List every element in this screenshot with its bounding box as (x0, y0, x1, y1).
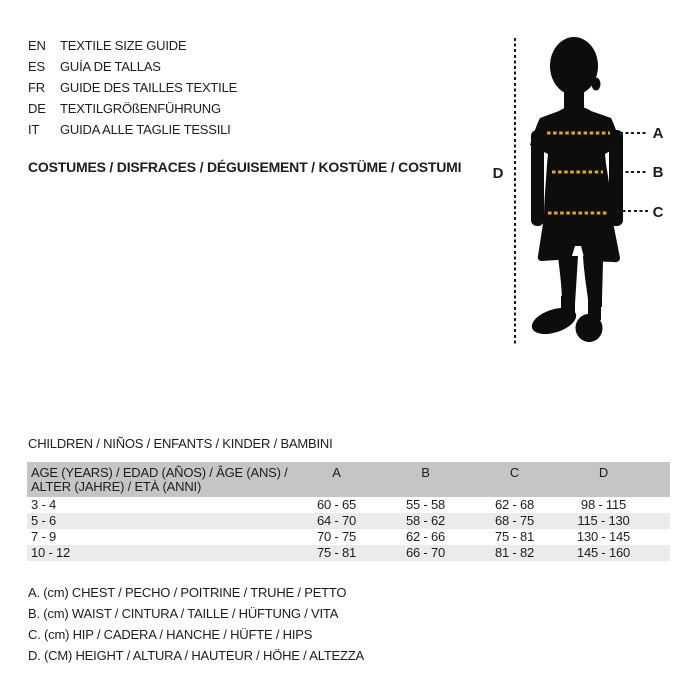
waist-cell: 62 - 66 (405, 529, 446, 544)
height-measure-label: D (492, 165, 504, 182)
column-header-d: D (598, 465, 609, 480)
age-cell: 5 - 6 (31, 513, 57, 528)
head-shape (550, 37, 598, 95)
waist-cell: 66 - 70 (405, 545, 446, 560)
legend-line-waist: B. (cm) WAIST / CINTURA / TAILLE / HÜFTUNG / VITA (28, 606, 339, 621)
column-header-a: A (332, 465, 341, 480)
height-cell: 130 - 145 (576, 529, 631, 544)
ear-shape (592, 78, 601, 91)
language-title: TEXTILGRÖßENFÜHRUNG (60, 101, 221, 116)
hip-cell: 68 - 75 (494, 513, 535, 528)
child-silhouette-icon (525, 32, 645, 347)
language-title: TEXTILE SIZE GUIDE (60, 38, 187, 53)
table-row (27, 497, 670, 513)
language-code: DE (28, 101, 46, 116)
height-cell: 115 - 130 (577, 513, 630, 528)
language-code: FR (28, 80, 45, 95)
measurement-legend (28, 582, 364, 666)
age-cell: 10 - 12 (31, 545, 71, 560)
hip-cell: 81 - 82 (494, 545, 535, 560)
table-row (27, 513, 670, 529)
language-title: GUÍA DE TALLAS (60, 59, 161, 74)
legend-line-height: D. (CM) HEIGHT / ALTURA / HAUTEUR / HÖHE / ALTEZZA (28, 648, 364, 663)
hip-cell: 62 - 68 (494, 497, 535, 512)
age-cell: 7 - 9 (31, 529, 57, 544)
waist-cell: 55 - 58 (405, 497, 446, 512)
table-row (27, 529, 670, 545)
waist-cell: 58 - 62 (405, 513, 446, 528)
category-title: COSTUMES / DISFRACES / DÉGUISEMENT / KOSTÜME / COSTUMI (28, 159, 462, 175)
chest-cell: 75 - 81 (316, 545, 357, 560)
language-title: GUIDA ALLE TAGLIE TESSILI (60, 122, 231, 137)
hip-measure-label: C (652, 204, 664, 221)
language-title: GUIDE DES TAILLES TEXTILE (60, 80, 238, 95)
column-header-b: B (421, 465, 430, 480)
children-section-title: CHILDREN / NIÑOS / ENFANTS / KINDER / BAMBINI (28, 436, 333, 451)
language-code: EN (28, 38, 46, 53)
column-header-c: C (509, 465, 520, 480)
height-cell: 98 - 115 (580, 497, 627, 512)
hip-leader-line (617, 210, 648, 212)
age-column-header: AGE (YEARS) / EDAD (AÑOS) / ÂGE (ANS) / ALTER (JAHRE) / ETÀ (ANNI) (31, 465, 288, 494)
shorts-shape (538, 217, 620, 262)
chest-cell: 70 - 75 (316, 529, 357, 544)
height-cell: 145 - 160 (576, 545, 631, 560)
waist-leader-line (620, 171, 648, 173)
height-measure-line (514, 38, 516, 346)
language-code: ES (28, 59, 45, 74)
legend-line-hip: C. (cm) HIP / CADERA / HANCHE / HÜFTE / HIPS (28, 627, 313, 642)
waist-measure-label: B (652, 164, 664, 181)
size-table (27, 462, 670, 561)
chest-measure-label: A (652, 125, 664, 142)
chest-cell: 64 - 70 (316, 513, 357, 528)
age-cell: 3 - 4 (31, 497, 57, 512)
chest-leader-line (620, 132, 648, 134)
size-table-header (27, 462, 670, 497)
hip-cell: 75 - 81 (494, 529, 535, 544)
chest-cell: 60 - 65 (316, 497, 357, 512)
language-code: IT (28, 122, 40, 137)
legend-line-chest: A. (cm) CHEST / PECHO / POITRINE / TRUHE / PETTO (28, 585, 347, 600)
table-row (27, 545, 670, 561)
